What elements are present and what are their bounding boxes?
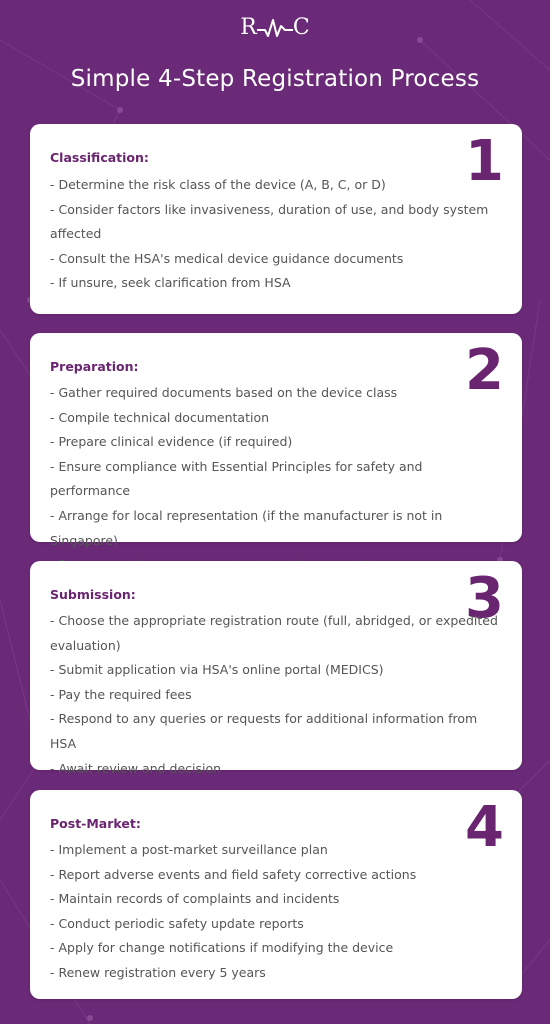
list-item: - Implement a post-market surveillance plan: [50, 842, 328, 857]
step-title: Submission:: [50, 587, 136, 602]
step-number: 3: [465, 566, 504, 631]
list-item: - Pay the required fees: [50, 686, 192, 702]
list-item: - Consult the HSA's medical device guidance documents: [50, 250, 404, 266]
step-item-list: [50, 381, 502, 578]
list-item: - Gather required documents based on the device class: [50, 385, 398, 400]
step-item-list: [50, 173, 502, 296]
step-number: 2: [465, 338, 504, 403]
list-item: - Prepare clinical evidence (if required): [50, 434, 293, 450]
step-title: Post-Market:: [50, 816, 141, 831]
list-item: affected: [50, 226, 102, 242]
step-item-list: [50, 609, 502, 781]
step-title: Preparation:: [50, 359, 139, 374]
logo-letter-r: R: [240, 15, 257, 40]
step-number: 4: [465, 795, 504, 860]
page-title: Simple 4-Step Registration Process: [70, 66, 480, 92]
list-item: - If unsure, seek clarification from HSA: [50, 275, 291, 291]
list-item: - Determine the risk class of the device (A, B, C, or D): [50, 177, 386, 192]
list-item: - Arrange for local representation (if the manufacturer is not in Singapore): [50, 507, 443, 548]
list-item: - Report adverse events and field safety corrective actions: [50, 866, 417, 882]
list-item: - Submit application via HSA's online portal (MEDICS): [50, 662, 384, 678]
list-item: - Await review and decision: [50, 760, 222, 776]
step-card-preparation: [30, 333, 522, 548]
list-item: - Choose the appropriate registration route (full, abridged, or expedited: [50, 613, 498, 628]
step-card-classification: [30, 124, 522, 314]
list-item: - Respond to any queries or requests for additional information from HSA: [50, 711, 478, 751]
step-card-submission: [30, 561, 522, 776]
step-title: Classification:: [50, 150, 149, 165]
rmc-logo: [0, 12, 550, 44]
list-item: - Ensure compliance with Essential Principles for safety and performance: [50, 458, 423, 499]
step-item-list: [50, 838, 502, 986]
list-item: evaluation): [50, 637, 121, 653]
list-item: - Maintain records of complaints and incidents: [50, 891, 340, 907]
list-item: - Apply for change notifications if modifying the device: [50, 940, 394, 956]
logo-letter-c: C: [292, 15, 310, 40]
step-number: 1: [465, 129, 504, 194]
list-item: - Renew registration every 5 years: [50, 964, 266, 980]
heartbeat-icon: [257, 16, 293, 40]
list-item: - Compile technical documentation: [50, 409, 270, 425]
list-item: - Conduct periodic safety update reports: [50, 915, 304, 931]
list-item: - Consider factors like invasiveness, duration of use, and body system: [50, 201, 489, 217]
step-card-post-market: [30, 790, 522, 999]
